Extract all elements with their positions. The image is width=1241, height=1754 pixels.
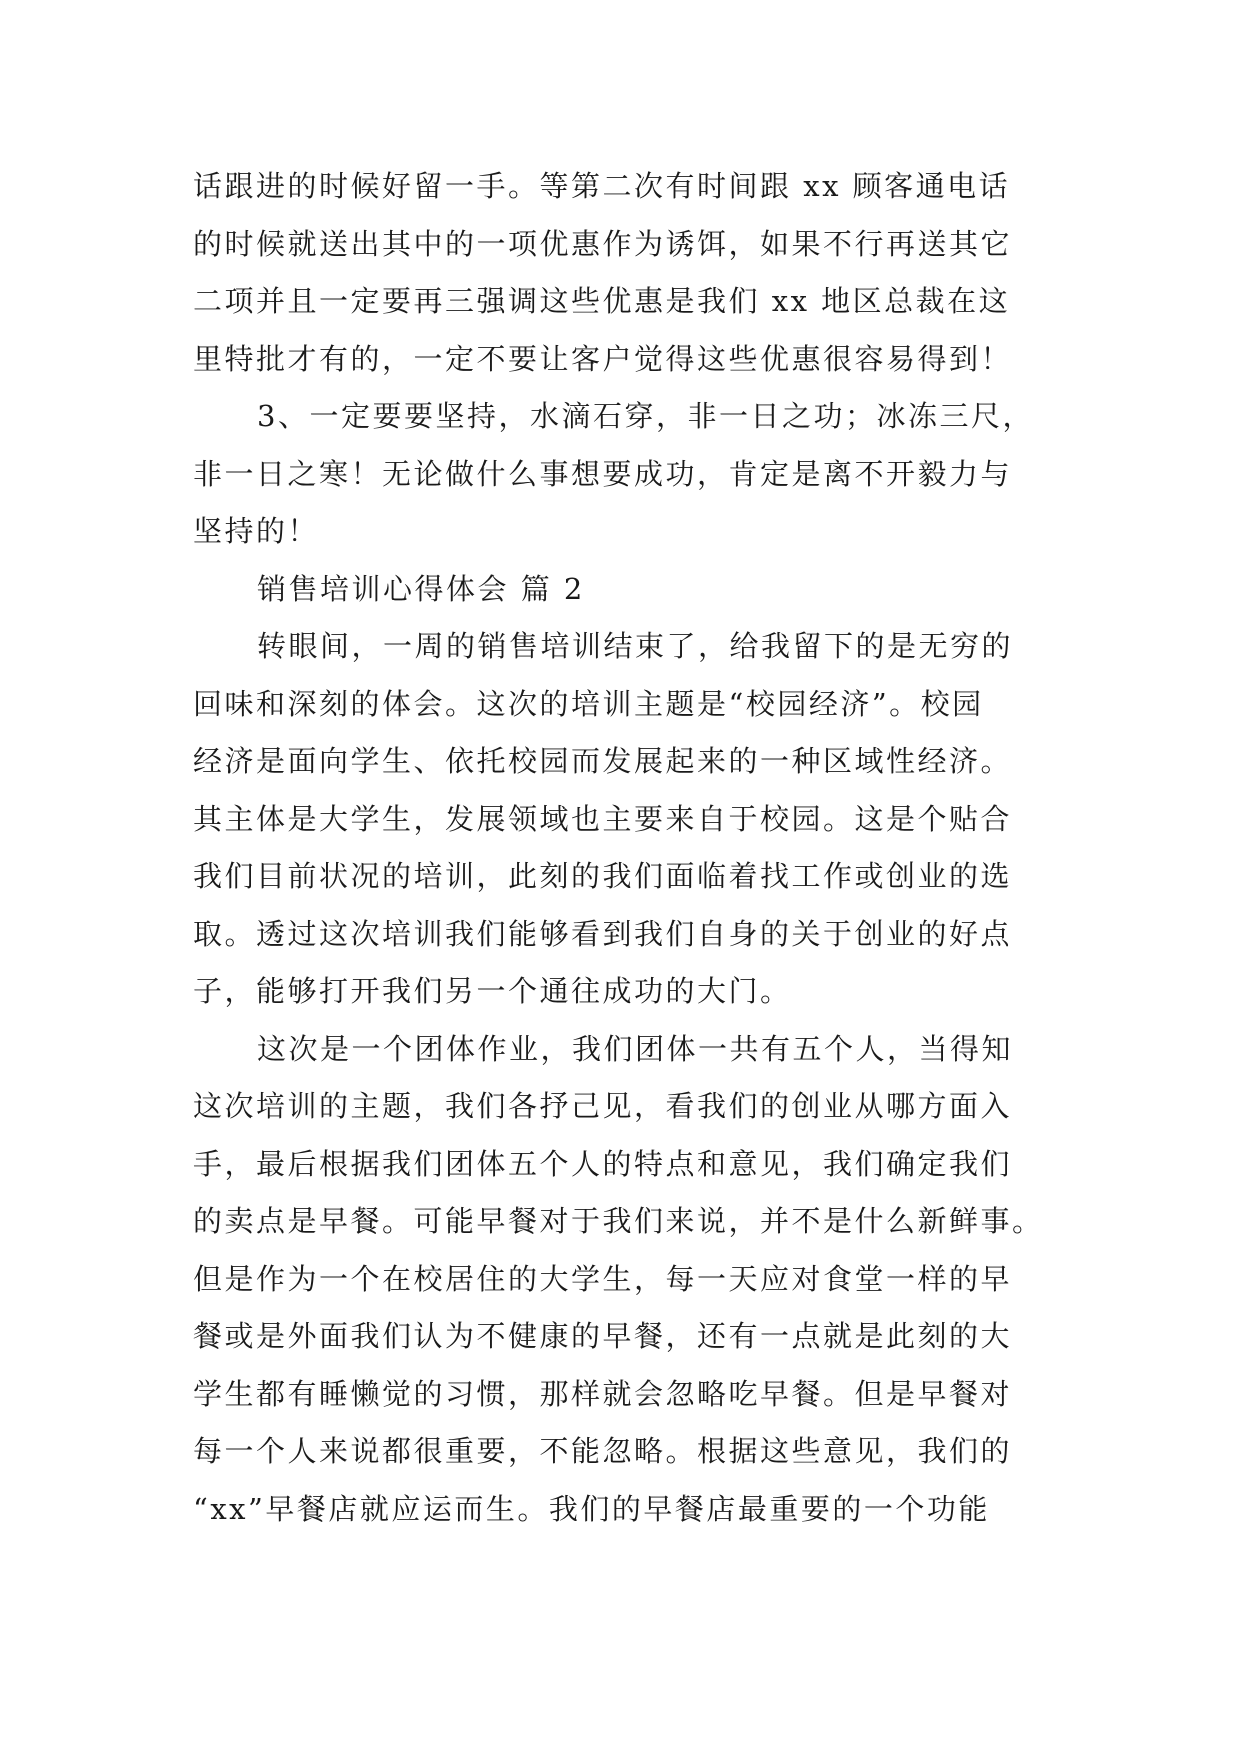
text-line: 3、一定要要坚持，水滴石穿，非一日之功；冰冻三尺，: [257, 399, 1034, 433]
text-line: 我们目前状况的培训，此刻的我们面临着找工作或创业的选: [193, 859, 1013, 893]
text-line: 二项并且一定要再三强调这些优惠是我们 xx 地区总裁在这: [193, 284, 1011, 318]
text-line: 但是作为一个在校居住的大学生，每一天应对食堂一样的早: [193, 1261, 1013, 1296]
text-line: 非一日之寒！无论做什么事想要成功，肯定是离不开毅力与: [193, 456, 1013, 491]
text-line: 里特批才有的，一定不要让客户觉得这些优惠很容易得到！: [193, 341, 1013, 376]
document-body: [193, 158, 1073, 1538]
text-line: 的卖点是早餐。可能早餐对于我们来说，并不是什么新鲜事。: [193, 1204, 1044, 1238]
text-line: 话跟进的时候好留一手。等第二次有时间跟 xx 顾客通电话: [193, 169, 1011, 203]
text-line: 转眼间，一周的销售培训结束了，给我留下的是无穷的: [257, 629, 1014, 663]
text-line: 的时候就送出其中的一项优惠作为诱饵，如果不行再送其它: [193, 226, 1013, 261]
text-line: 手，最后根据我们团体五个人的特点和意见，我们确定我们: [193, 1146, 1013, 1181]
text-line: 回味和深刻的体会。这次的培训主题是“校园经济”。校园: [193, 686, 984, 721]
text-line: 坚持的！: [193, 514, 320, 548]
text-line: 销售培训心得体会 篇 2: [257, 571, 585, 606]
text-line: “xx”早餐店就应运而生。我们的早餐店最重要的一个功能: [193, 1491, 990, 1526]
text-line: 子，能够打开我们另一个通往成功的大门。: [193, 974, 792, 1008]
text-line: 餐或是外面我们认为不健康的早餐，还有一点就是此刻的大: [193, 1319, 1013, 1353]
text-line: 其主体是大学生，发展领域也主要来自于校园。这是个贴合: [193, 801, 1013, 836]
text-line: 这次培训的主题，我们各抒己见，看我们的创业从哪方面入: [193, 1089, 1013, 1123]
text-line: 经济是面向学生、依托校园而发展起来的一种区域性经济。: [193, 744, 1013, 778]
text-line: 学生都有睡懒觉的习惯，那样就会忽略吃早餐。但是早餐对: [193, 1376, 1013, 1411]
text-line: 取。透过这次培训我们能够看到我们自身的关于创业的好点: [193, 916, 1013, 951]
text-line: 每一个人来说都很重要，不能忽略。根据这些意见，我们的: [193, 1434, 1013, 1468]
text-line: 这次是一个团体作业，我们团体一共有五个人，当得知: [257, 1031, 1014, 1066]
